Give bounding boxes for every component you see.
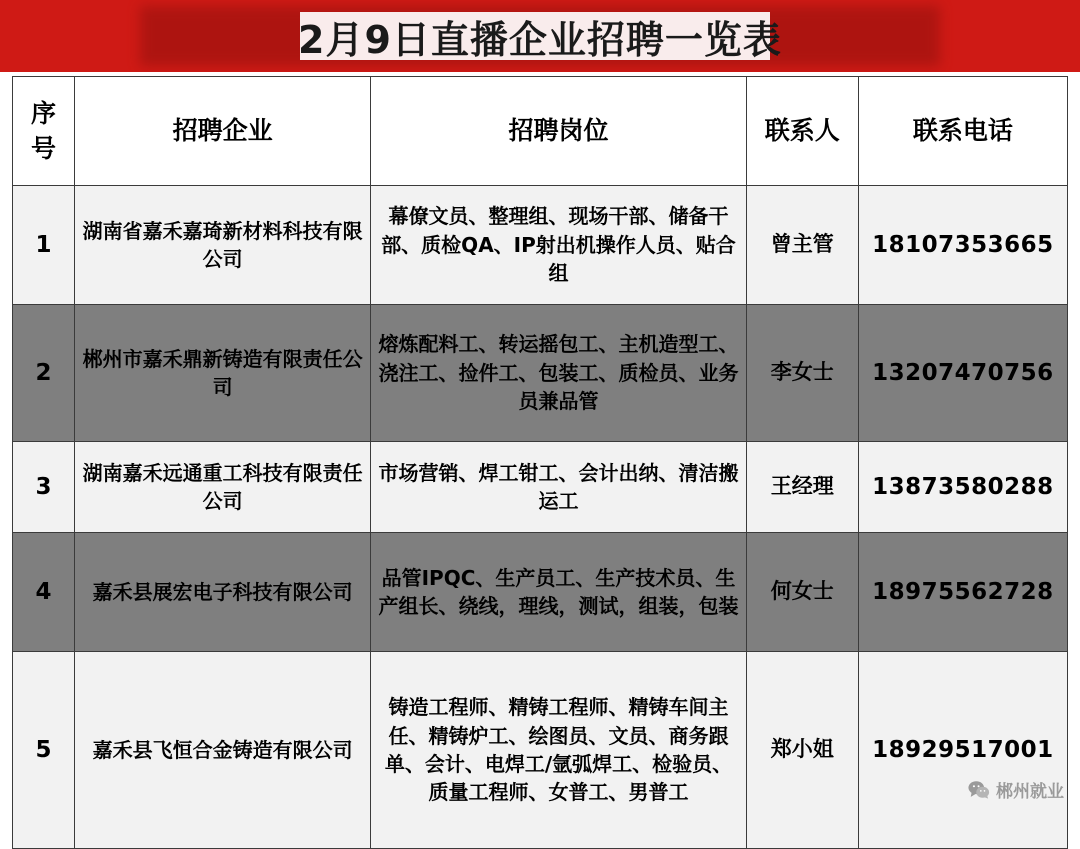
cell-contact: 郑小姐 (746, 652, 858, 849)
banner-title: 2月9日直播企业招聘一览表 (298, 17, 782, 62)
table-header (13, 77, 1068, 186)
cell-index: 1 (13, 186, 75, 305)
cell-positions: 幕僚文员、整理组、现场干部、储备干部、质检QA、IP射出机操作人员、贴合组 (371, 186, 746, 305)
jobs-table (12, 76, 1068, 849)
cell-contact: 何女士 (746, 533, 858, 652)
wechat-icon (968, 780, 990, 799)
watermark-label: 郴州就业 (996, 782, 1064, 802)
cell-contact: 李女士 (746, 305, 858, 442)
watermark (968, 777, 1064, 802)
column-header-company: 招聘企业 (75, 77, 371, 186)
cell-phone: 13207470756 (858, 305, 1067, 442)
cell-index: 4 (13, 533, 75, 652)
cell-positions: 品管IPQC、生产员工、生产技术员、生产组长、绕线，理线，测试，组装，包装 (371, 533, 746, 652)
cell-company: 湖南嘉禾远通重工科技有限责任公司 (75, 442, 371, 533)
cell-phone: 18975562728 (858, 533, 1067, 652)
cell-positions: 熔炼配料工、转运摇包工、主机造型工、浇注工、捡件工、包装工、质检员、业务员兼品管 (371, 305, 746, 442)
cell-positions: 市场营销、焊工钳工、会计出纳、清洁搬运工 (371, 442, 746, 533)
cell-index: 3 (13, 442, 75, 533)
cell-company: 嘉禾县展宏电子科技有限公司 (75, 533, 371, 652)
table-row (13, 186, 1068, 305)
cell-company: 湖南省嘉禾嘉琦新材料科技有限公司 (75, 186, 371, 305)
table-header-row (13, 77, 1068, 186)
cell-index: 5 (13, 652, 75, 849)
table-row (13, 442, 1068, 533)
cell-company: 郴州市嘉禾鼎新铸造有限责任公司 (75, 305, 371, 442)
column-header-index: 序号 (13, 77, 75, 186)
table-body (13, 186, 1068, 849)
table-row (13, 652, 1068, 849)
cell-phone: 18929517001 (858, 652, 1067, 849)
column-header-phone: 联系电话 (858, 77, 1067, 186)
cell-phone: 13873580288 (858, 442, 1067, 533)
cell-contact: 王经理 (746, 442, 858, 533)
column-header-contact: 联系人 (746, 77, 858, 186)
title-banner (0, 0, 1080, 72)
cell-contact: 曾主管 (746, 186, 858, 305)
jobs-table-wrapper (12, 76, 1068, 849)
cell-index: 2 (13, 305, 75, 442)
table-row (13, 305, 1068, 442)
cell-positions: 铸造工程师、精铸工程师、精铸车间主任、精铸炉工、绘图员、文员、商务跟单、会计、电焊工/氩弧焊工、检验员、质量工程师、女普工、男普工 (371, 652, 746, 849)
column-header-positions: 招聘岗位 (371, 77, 746, 186)
cell-company: 嘉禾县飞恒合金铸造有限公司 (75, 652, 371, 849)
table-row (13, 533, 1068, 652)
cell-phone: 18107353665 (858, 186, 1067, 305)
